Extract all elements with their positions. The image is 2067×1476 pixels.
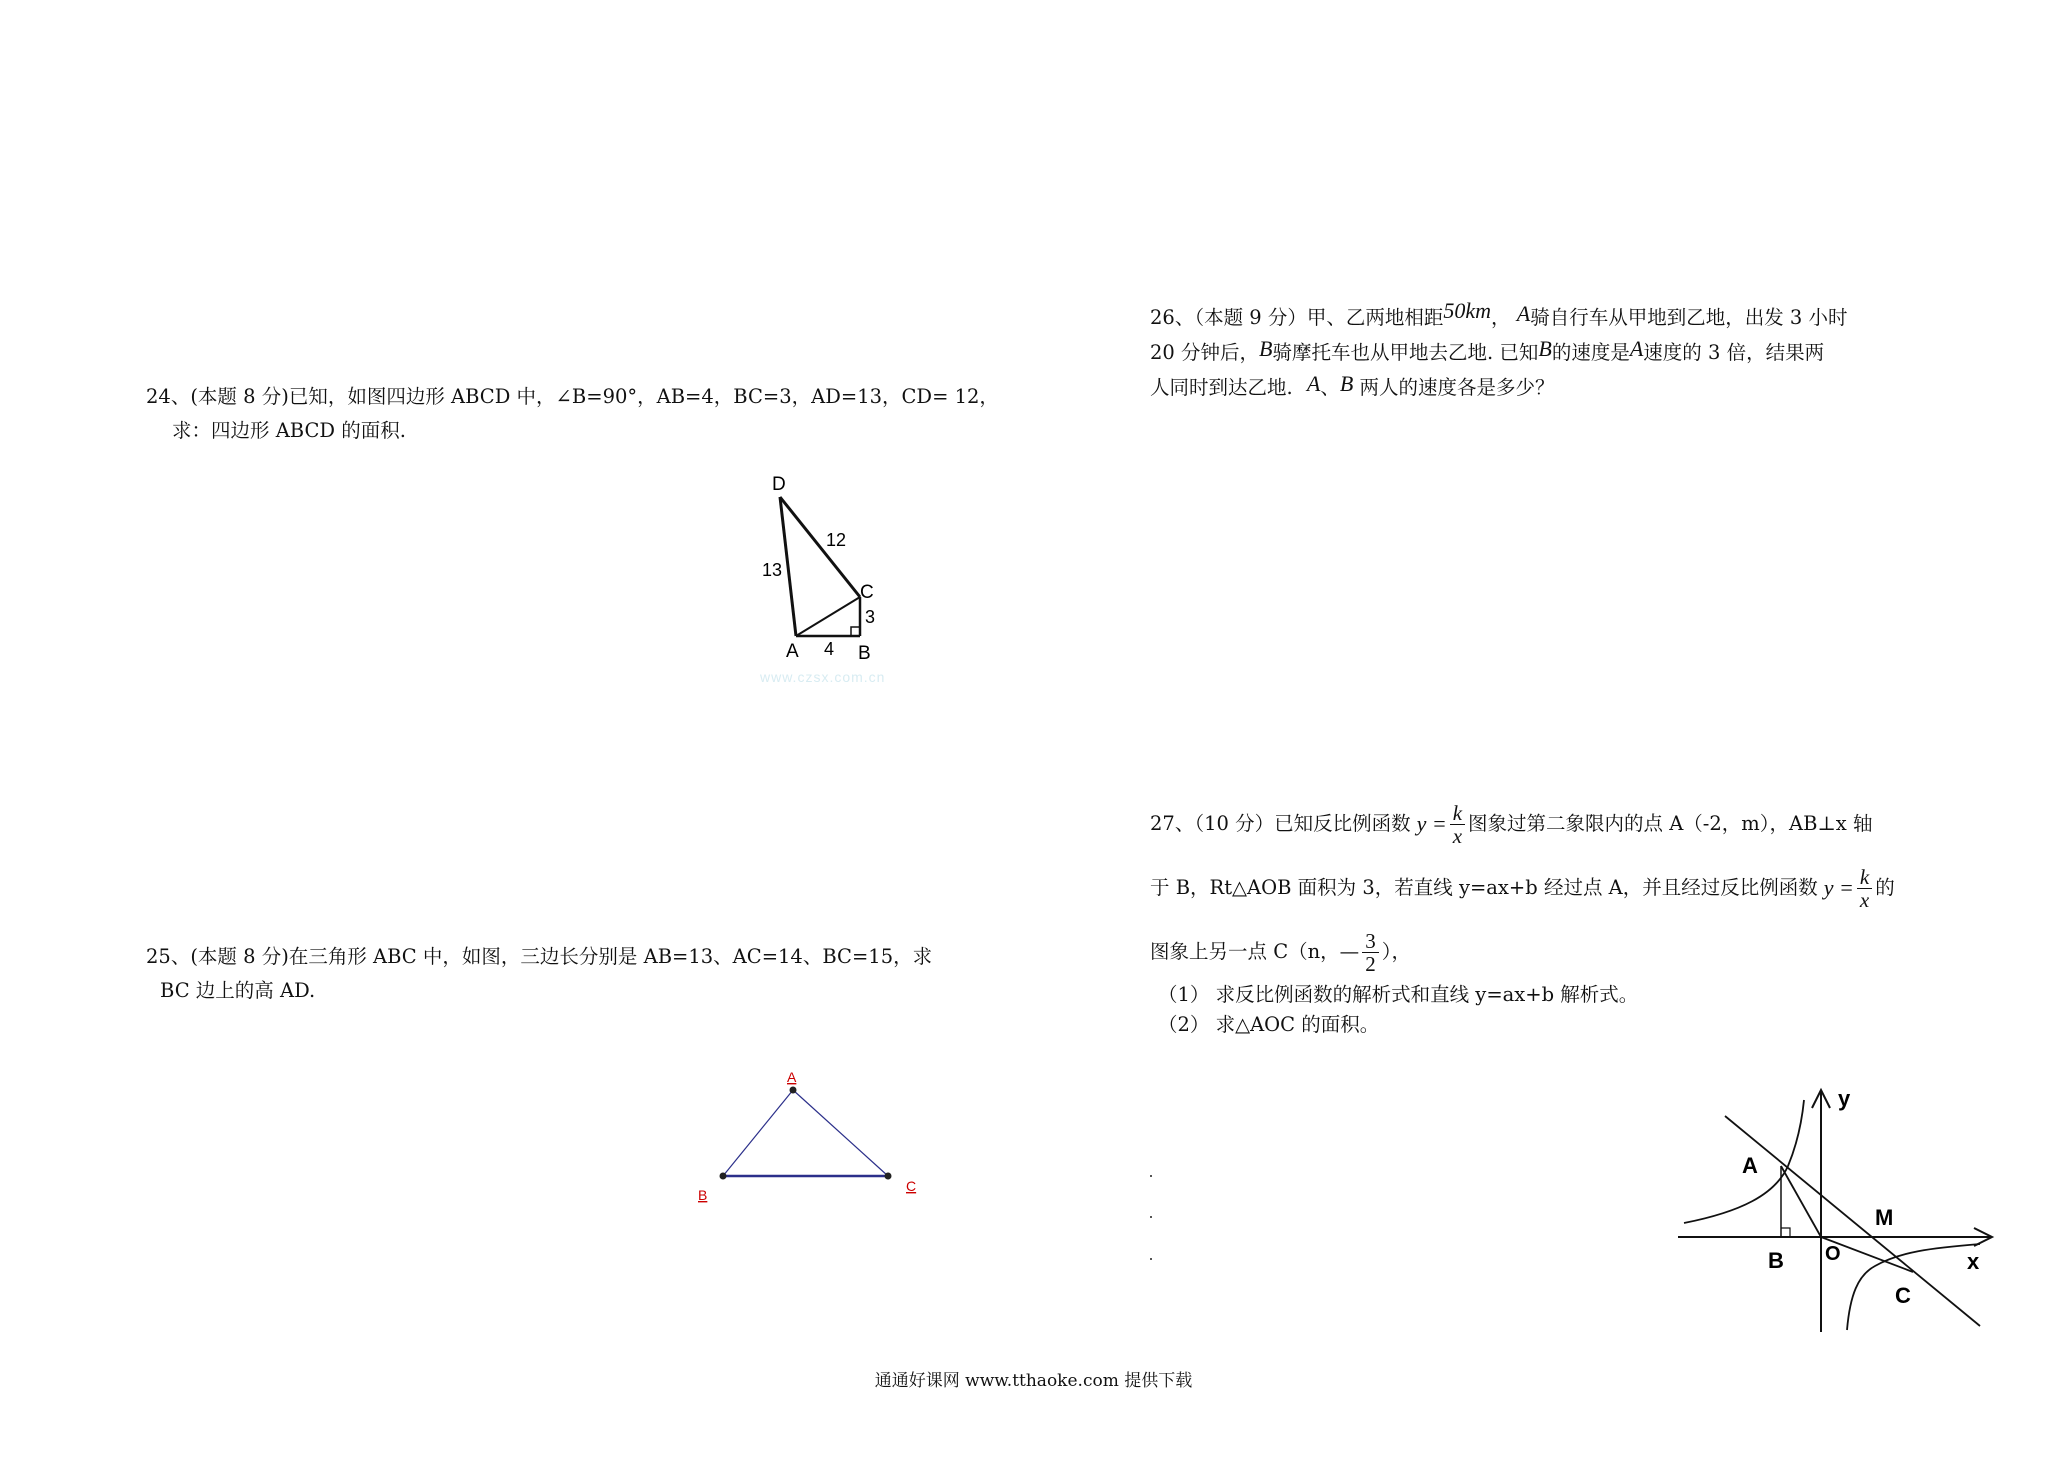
line-oa — [1781, 1166, 1821, 1237]
stray-dot — [1150, 1175, 1152, 1177]
figure-triangle-abc — [690, 1060, 940, 1210]
question-26-line3: 人同时到达乙地. A、B 两人的速度各是多少？ — [1150, 371, 1555, 399]
right-angle-mark — [1781, 1228, 1790, 1237]
question-26 — [1150, 300, 1848, 405]
question-26-line1: 26、（本题 9 分）甲、乙两地相距50km， A骑自行车从甲地到乙地，出发 3 小时 — [1150, 298, 1848, 329]
question-27-line3: 图象上另一点 C（n，— $\frac{3}{2}$ ）， — [1150, 928, 1411, 976]
edge-dc — [780, 497, 860, 597]
label-b: B — [858, 643, 871, 664]
label-b: B — [698, 1187, 708, 1203]
label-c: C — [906, 1178, 917, 1194]
fraction-k-over-x: $\frac{k}{x}$ — [1450, 802, 1465, 847]
question-27 — [1150, 792, 1895, 1040]
label-a: A — [787, 1069, 797, 1085]
edge-ab — [723, 1090, 793, 1176]
label-bc-length: 3 — [865, 607, 876, 627]
label-o: O — [1825, 1243, 1841, 1265]
hyperbola-branch-4 — [1847, 1244, 1980, 1330]
figure-hyperbola-graph — [1670, 1080, 2000, 1340]
label-ad-length: 13 — [762, 560, 783, 580]
label-c: C — [1895, 1283, 1911, 1308]
question-25-line2: BC 边上的高 AD. — [160, 979, 316, 1002]
stray-dot — [1150, 1258, 1152, 1260]
vertex-b — [720, 1173, 727, 1180]
question-24 — [146, 380, 999, 448]
edge-ad — [780, 497, 796, 636]
question-27-line1: 27、（10 分）已知反比例函数 y = $\frac{k}{x}$ 图象过第二象限内的点 A（-2，m），AB⊥x 轴 — [1150, 800, 1873, 848]
label-a: A — [1742, 1153, 1758, 1178]
footer-source: 通通好课网 www.tthaoke.com 提供下载 — [874, 1371, 1193, 1391]
right-angle-mark — [851, 627, 860, 636]
label-c: C — [860, 582, 874, 603]
fraction-3-over-2: $\frac{3}{2}$ — [1362, 930, 1379, 975]
question-26-line2: 20 分钟后，B骑摩托车也从甲地去乙地. 已知B的速度是A速度的 3 倍，结果两 — [1150, 336, 1825, 364]
question-27-sub1: （1） 求反比例函数的解析式和直线 y=ax+b 解析式。 — [1158, 983, 1639, 1006]
fraction-k-over-x-2: $\frac{k}{x}$ — [1857, 866, 1872, 911]
edge-ac — [793, 1090, 888, 1176]
label-ab-length: 4 — [824, 639, 835, 659]
label-a: A — [786, 641, 799, 662]
label-y: y — [1838, 1086, 1851, 1111]
watermark: www.czsx.com.cn — [760, 669, 886, 685]
question-25 — [146, 940, 932, 1008]
question-27-line2: 于 B，Rt△AOB 面积为 3，若直线 y=ax+b 经过点 A，并且经过反比例函数 y = $\frac{k}{x}$ 的 — [1150, 864, 1895, 912]
label-m: M — [1875, 1205, 1894, 1230]
figure-quadrilateral-abcd — [740, 460, 940, 690]
question-24-line2: 求：四边形 ABCD 的面积. — [172, 419, 406, 442]
label-x: x — [1967, 1249, 1980, 1274]
question-27-sub2: （2） 求△AOC 的面积。 — [1158, 1013, 1380, 1036]
label-d: D — [772, 474, 786, 495]
distance-50km: 50km — [1443, 298, 1492, 323]
label-cd-length: 12 — [826, 530, 847, 550]
stray-dot — [1150, 1216, 1152, 1218]
label-b: B — [1768, 1248, 1784, 1273]
vertex-c — [885, 1173, 892, 1180]
question-25-line1: 25、(本题 8 分)在三角形 ABC 中，如图，三边长分别是 AB=13、AC=14、BC=15，求 — [146, 945, 933, 968]
question-24-line1: 24、(本题 8 分)已知，如图四边形 ABCD 中，∠B=90°，AB=4，BC=3，AD=13，CD= 12， — [146, 385, 999, 408]
vertex-a — [790, 1087, 797, 1094]
